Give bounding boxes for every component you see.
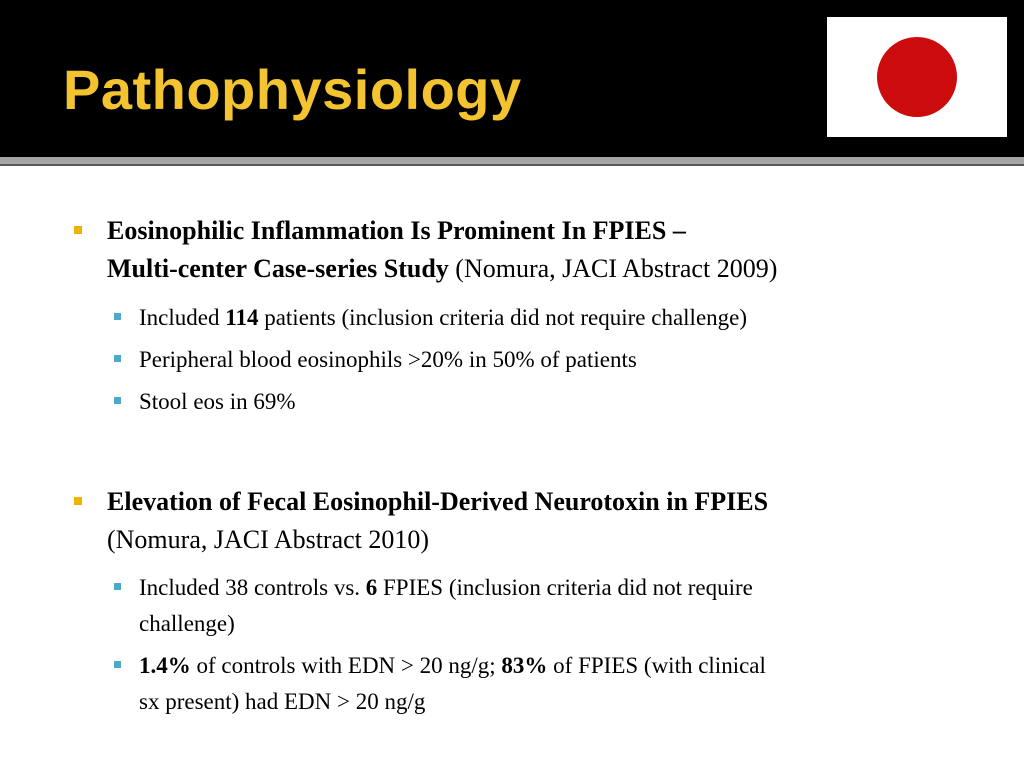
sub-text: Included 38 controls vs. (139, 575, 366, 600)
header-divider (0, 157, 1024, 164)
sub-bold-number: 114 (225, 305, 259, 330)
header-divider-shadow (0, 164, 1024, 166)
sub-text-cont: sx present) had EDN > 20 ng/g (139, 689, 426, 714)
square-bullet-icon (114, 661, 121, 668)
bullet-heading: Elevation of Fecal Eosinophil-Derived Neurotoxin in FPIES (107, 487, 769, 516)
citation: (Nomura, JACI Abstract 2010) (107, 525, 430, 554)
square-bullet-icon (74, 226, 82, 234)
sub-text-cont: challenge) (139, 611, 235, 636)
sub-bullet-included-patients (139, 300, 969, 336)
sub-text: of FPIES (with clinical (547, 653, 766, 678)
sub-text: Peripheral blood eosinophils >20% in 50% of patients (139, 347, 637, 372)
japan-flag-icon (827, 17, 1007, 137)
slide-header (0, 0, 1024, 157)
bullet-heading-cont: Multi-center Case-series Study (107, 254, 449, 283)
citation: (Nomura, JACI Abstract 2009) (455, 254, 778, 283)
square-bullet-icon (114, 397, 121, 404)
square-bullet-icon (114, 313, 121, 320)
sub-text: Stool eos in 69% (139, 389, 296, 414)
bullet-fecal-edn (107, 483, 997, 559)
sub-bullet-stool-eos (139, 384, 969, 420)
sub-bold-percent: 1.4% (139, 653, 191, 678)
sub-bullet-edn-levels (139, 648, 969, 720)
square-bullet-icon (114, 583, 121, 590)
sub-text: Included (139, 305, 226, 330)
square-bullet-icon (74, 497, 82, 505)
bullet-heading: Eosinophilic Inflammation Is Prominent In FPIES – (107, 216, 686, 245)
sub-text: FPIES (inclusion criteria did not require (377, 575, 753, 600)
slide-title: Pathophysiology (63, 58, 522, 121)
sub-bullet-controls-vs-fpies (139, 570, 969, 642)
sub-text: patients (inclusion criteria did not require challenge) (258, 305, 748, 330)
flag-red-disc (877, 37, 957, 117)
sub-text: of controls with EDN > 20 ng/g; (190, 653, 502, 678)
square-bullet-icon (114, 355, 121, 362)
sub-bold-number: 6 (365, 575, 378, 600)
sub-bold-percent: 83% (501, 653, 548, 678)
bullet-eosinophilic-inflammation (107, 212, 997, 288)
sub-bullet-peripheral-eos (139, 342, 969, 378)
